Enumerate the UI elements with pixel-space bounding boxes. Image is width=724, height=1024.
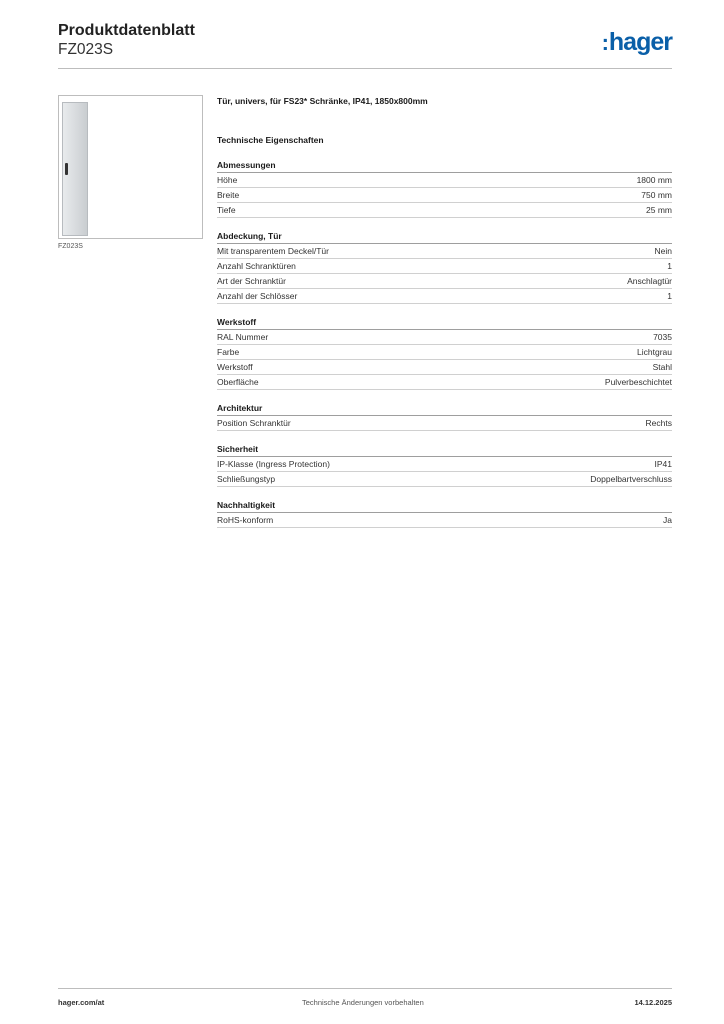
spec-table (217, 329, 672, 390)
spec-value: Ja (663, 515, 672, 525)
footer-website-link[interactable]: hager.com/at (58, 998, 105, 1007)
technical-properties-heading: Technische Eigenschaften (217, 135, 324, 145)
spec-row (217, 244, 672, 259)
footer-divider (58, 988, 672, 989)
spec-row (217, 274, 672, 289)
spec-row (217, 457, 672, 472)
section-title: Abdeckung, Tür (217, 231, 282, 241)
spec-section (217, 498, 672, 528)
spec-value: 1 (667, 261, 672, 271)
spec-label: Oberfläche (217, 377, 259, 387)
spec-table (217, 456, 672, 487)
spec-value: 7035 (653, 332, 672, 342)
section-title: Architektur (217, 403, 263, 413)
spec-row (217, 330, 672, 345)
spec-section (217, 229, 672, 304)
spec-label: Werkstoff (217, 362, 253, 372)
header-divider (58, 68, 672, 69)
spec-label: RoHS-konform (217, 515, 274, 525)
product-details (217, 95, 672, 528)
spec-label: Anzahl Schranktüren (217, 261, 296, 271)
footer-disclaimer: Technische Änderungen vorbehalten (302, 998, 424, 1007)
spec-value: 750 mm (641, 190, 672, 200)
spec-sections (217, 158, 672, 528)
spec-value: 25 mm (646, 205, 672, 215)
section-title: Sicherheit (217, 444, 259, 454)
spec-row (217, 345, 672, 360)
door-handle-icon (65, 163, 68, 175)
spec-row (217, 472, 672, 487)
spec-section (217, 442, 672, 487)
section-title: Abmessungen (217, 160, 276, 170)
article-number: FZ023S (58, 41, 114, 58)
spec-value: Pulverbeschichtet (604, 377, 672, 387)
spec-row (217, 360, 672, 375)
section-title: Nachhaltigkeit (217, 500, 276, 510)
spec-label: Tiefe (217, 205, 236, 215)
spec-label: Höhe (217, 175, 238, 185)
spec-row (217, 289, 672, 304)
spec-row (217, 513, 672, 528)
footer-date: 14.12.2025 (634, 998, 672, 1007)
section-title: Werkstoff (217, 317, 257, 327)
spec-table (217, 243, 672, 304)
spec-label: Schließungstyp (217, 474, 276, 484)
spec-label: Art der Schranktür (217, 276, 286, 286)
spec-section (217, 315, 672, 390)
spec-label: Mit transparentem Deckel/Tür (217, 246, 329, 256)
document-title: Produktdatenblatt (58, 22, 195, 39)
product-image-caption: FZ023S (58, 243, 83, 250)
spec-section (217, 401, 672, 431)
spec-value: 1 (667, 291, 672, 301)
spec-label: IP-Klasse (Ingress Protection) (217, 459, 330, 469)
spec-row (217, 416, 672, 431)
spec-value: Lichtgrau (637, 347, 672, 357)
page-header (58, 20, 672, 68)
spec-table (217, 415, 672, 431)
spec-value: Doppelbartverschluss (590, 474, 672, 484)
spec-label: RAL Nummer (217, 332, 269, 342)
spec-value: Anschlagtür (627, 276, 672, 286)
spec-label: Anzahl der Schlösser (217, 291, 298, 301)
spec-value: Nein (654, 246, 672, 256)
hager-logo: :hager (601, 28, 672, 56)
spec-table (217, 512, 672, 528)
logo-text: hager (608, 28, 672, 56)
spec-value: Rechts (645, 418, 672, 428)
spec-row (217, 375, 672, 390)
spec-value: Stahl (652, 362, 672, 372)
spec-table (217, 172, 672, 218)
spec-value: IP41 (654, 459, 672, 469)
spec-section (217, 158, 672, 218)
spec-label: Position Schranktür (217, 418, 291, 428)
spec-row (217, 173, 672, 188)
spec-row (217, 203, 672, 218)
spec-row (217, 259, 672, 274)
product-description: Tür, univers, für FS23* Schränke, IP41, 1850x800mm (217, 96, 428, 106)
spec-row (217, 188, 672, 203)
spec-value: 1800 mm (636, 175, 672, 185)
spec-label: Breite (217, 190, 240, 200)
spec-label: Farbe (217, 347, 240, 357)
